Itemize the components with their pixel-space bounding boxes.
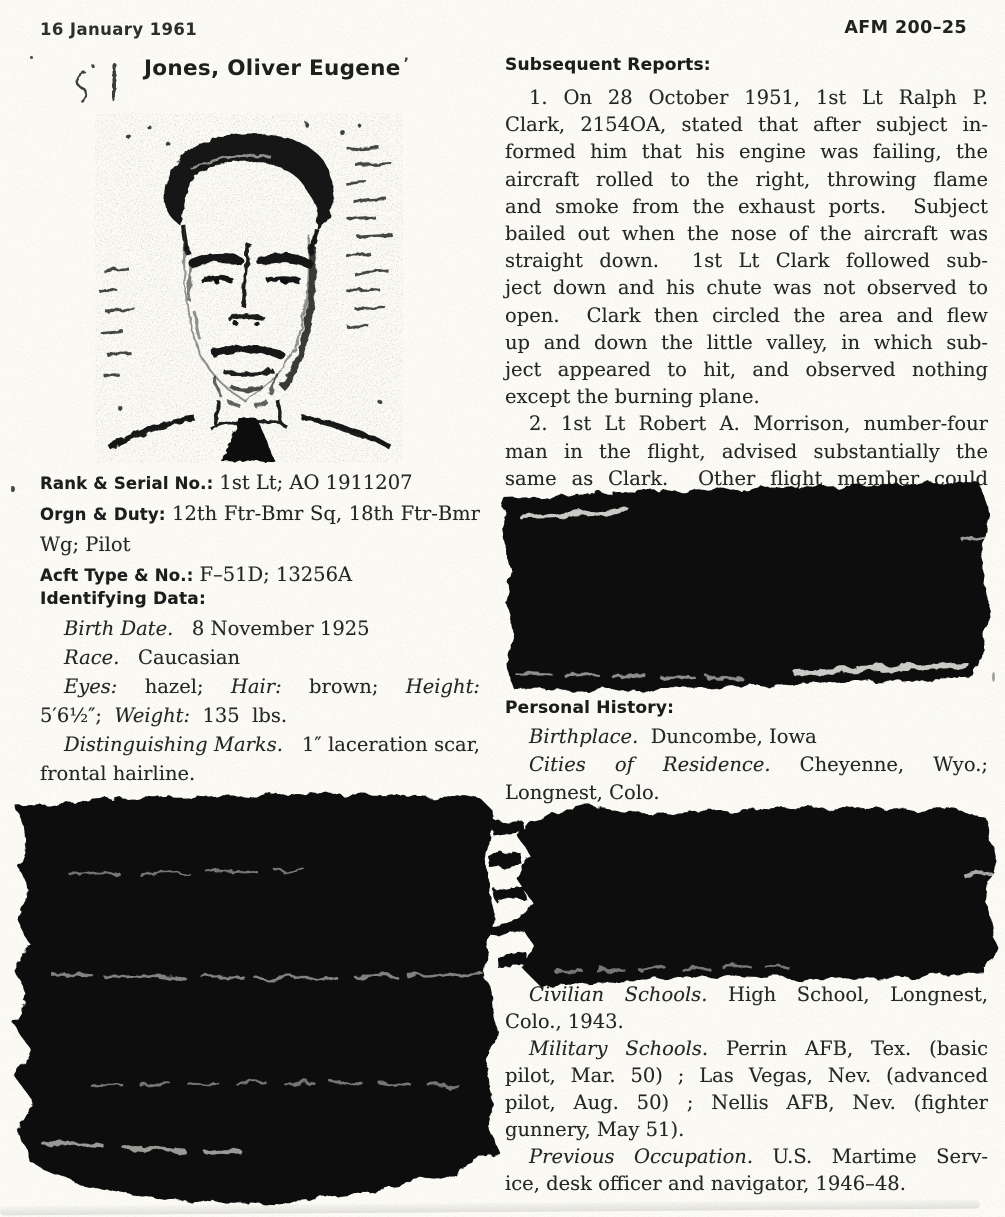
subsequent-reports xyxy=(505,55,988,519)
text-line: pilot, Aug. 50) ; Nellis AFB, Nev. (fighter xyxy=(505,1091,988,1114)
portrait-photo xyxy=(95,113,403,463)
text-line: Military Schools. Perrin AFB, Tex. (basic xyxy=(529,1037,988,1060)
ink-speck xyxy=(11,486,15,492)
text-line: Civilian Schools. High School, Longnest, xyxy=(529,983,988,1006)
identifying-data-heading: Identifying Data: xyxy=(40,589,206,609)
text-line: and smoke from the exhaust ports. Subject xyxy=(505,194,988,218)
text-line: man in the flight, advised substantially the xyxy=(505,439,988,463)
text-line: ject down and his chute was not observed to xyxy=(505,276,988,300)
text-line: pilot, Mar. 50) ; Las Vegas, Nev. (advanced xyxy=(505,1064,988,1087)
text-line: Birth Date. 8 November 1925 xyxy=(64,617,370,640)
text-line: up and down the little valley, in which sub- xyxy=(505,330,988,354)
text-line: ject appeared to hit, and observed nothing xyxy=(505,358,988,382)
text-line: Cities of Residence. Cheyenne, Wyo.; xyxy=(529,753,988,776)
name-stray-mark: ’ xyxy=(403,56,410,72)
personal-history-heading: Personal History: xyxy=(505,698,675,718)
text-line: gunnery, May 51). xyxy=(505,1118,685,1141)
text-line: 2. 1st Lt Robert A. Morrison, number-four xyxy=(529,412,988,436)
identifying-data-body xyxy=(40,614,480,788)
ink-speck xyxy=(30,56,33,59)
text-line: except the burning plane. xyxy=(505,385,760,409)
ink-speck xyxy=(992,672,995,682)
text-line: Acft Type & No.: F–51D; 13256A xyxy=(40,563,353,586)
text-line: Clark, 2154OA, stated that after subject in- xyxy=(505,113,988,137)
text-line: ice, desk officer and navigator, 1946–48. xyxy=(505,1172,906,1195)
text-line: 5′6½″; Weight: 135 lbs. xyxy=(40,704,288,727)
subsequent-reports-body xyxy=(505,84,988,519)
redaction-block-left xyxy=(2,786,504,1214)
text-line: frontal hairline. xyxy=(40,762,196,785)
text-line: same as Clark. Other flight member could xyxy=(505,466,988,490)
text-line: Race. Caucasian xyxy=(64,646,241,669)
text-line: Colo., 1943. xyxy=(505,1010,624,1033)
text-line: Longnest, Colo. xyxy=(505,781,660,804)
text-line: aircraft rolled to the right, throwing flame xyxy=(505,167,988,191)
text-line: Wg; Pilot xyxy=(40,533,131,556)
text-line: Orgn & Duty: 12th Ftr-Bmr Sq, 18th Ftr-Bmr xyxy=(40,502,480,525)
text-line: straight down. 1st Lt Clark followed sub- xyxy=(505,249,988,273)
subject-name: Jones, Oliver Eugene ’ xyxy=(144,56,410,81)
redaction-block-right-1 xyxy=(496,477,998,699)
subsequent-reports-heading: Subsequent Reports: xyxy=(505,55,711,75)
text-line: Eyes: hazel; Hair: brown; Height: xyxy=(64,675,480,698)
personal-history xyxy=(505,698,988,807)
text-line: Rank & Serial No.: 1st Lt; AO 1911207 xyxy=(40,471,413,494)
text-line: Distinguishing Marks. 1″ laceration scar, xyxy=(64,733,481,756)
text-line: Birthplace. Duncombe, Iowa xyxy=(529,725,817,748)
redaction-block-right-2 xyxy=(486,794,1005,994)
text-line: Previous Occupation. U.S. Martime Serv- xyxy=(529,1145,988,1168)
subject-name-heading xyxy=(68,56,409,108)
manual-number: AFM 200–25 xyxy=(844,18,967,38)
text-line: 1. On 28 October 1951, 1st Lt Ralph P. xyxy=(529,86,988,109)
document-date: 16 January 1961 xyxy=(40,20,198,39)
text-line: open. Clark then circled the area and flew xyxy=(505,303,988,327)
service-record xyxy=(40,468,480,591)
text-line: formed him that his engine was failing, the xyxy=(505,140,988,164)
education-history xyxy=(505,981,988,1197)
text-line: bailed out when the nose of the aircraft was xyxy=(505,222,988,246)
identifying-data xyxy=(40,589,480,788)
handwritten-mark-icon xyxy=(68,56,120,108)
